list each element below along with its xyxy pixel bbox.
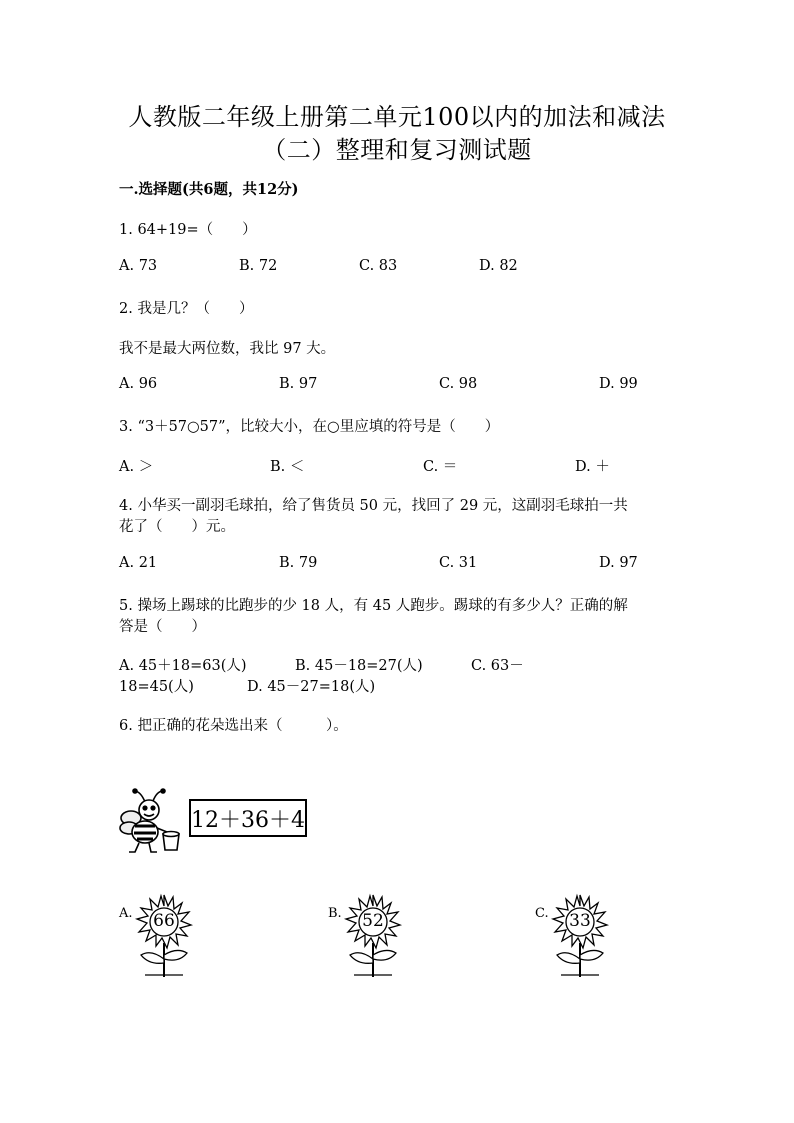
q2-option-d: D. 99: [599, 376, 638, 392]
q2-option-c: C. 98: [439, 376, 478, 392]
q4-option-a: A. 21: [119, 555, 158, 571]
question-6-stem: 6. 把正确的花朵选出来（ ）。: [119, 718, 348, 734]
bee-illustration: [119, 788, 187, 858]
section-heading: 一.选择题(共6题，共12分): [119, 181, 299, 198]
question-4-stem-line1: 4. 小华买一副羽毛球拍，给了售货员 50 元，找回了 29 元，这副羽毛球拍一共: [119, 498, 628, 514]
flower-b-number: 52: [362, 911, 384, 931]
question-1-stem: 1. 64+19=（ ）: [119, 222, 257, 238]
expression-box: 12＋36＋4: [189, 799, 307, 837]
q5-option-d: D. 45－27=18(人): [247, 679, 376, 695]
question-2-sub: 我不是最大两位数，我比 97 大。: [119, 341, 336, 357]
q4-option-c: C. 31: [439, 555, 478, 571]
q3-option-b: B. ＜: [270, 459, 305, 475]
question-4-stem-line2: 花了（ ）元。: [119, 519, 235, 535]
q5-option-a: A. 45＋18=63(人): [119, 658, 247, 674]
q1-option-d: D. 82: [479, 258, 518, 274]
page-title-line1: 人教版二年级上册第二单元100以内的加法和减法: [128, 103, 666, 131]
question-5-stem-line1: 5. 操场上踢球的比跑步的少 18 人，有 45 人跑步。踢球的有多少人？正确的解: [119, 598, 628, 614]
question-5-stem-line2: 答是（ ）: [119, 619, 206, 635]
question-2-stem: 2. 我是几？（ ）: [119, 301, 254, 317]
sunflower-b: [342, 893, 404, 983]
flower-c-label: C.: [535, 906, 549, 921]
q4-option-b: B. 79: [279, 555, 318, 571]
q3-option-c: C. ＝: [423, 459, 458, 475]
q5-option-c-part1: C. 63－: [471, 658, 524, 674]
sunflower-c: [549, 893, 611, 983]
q1-option-c: C. 83: [359, 258, 398, 274]
q5-option-b: B. 45－18=27(人): [295, 658, 423, 674]
q4-option-d: D. 97: [599, 555, 638, 571]
flower-c-number: 33: [569, 911, 591, 931]
flower-a-number: 66: [153, 911, 175, 931]
q2-option-b: B. 97: [279, 376, 318, 392]
q3-option-d: D. ＋: [575, 459, 610, 475]
flower-a-label: A.: [119, 906, 133, 921]
page-title-line2: （二）整理和复习测试题: [262, 136, 532, 164]
q2-option-a: A. 96: [119, 376, 158, 392]
q1-option-b: B. 72: [239, 258, 278, 274]
q3-option-a: A. ＞: [119, 459, 154, 475]
q1-option-a: A. 73: [119, 258, 158, 274]
flower-b-label: B.: [328, 906, 342, 921]
question-3-stem: 3. “3＋57○57”，比较大小，在○里应填的符号是（ ）: [119, 419, 500, 435]
sunflower-a: [133, 893, 195, 983]
q5-option-c-part2: 18=45(人): [119, 679, 194, 695]
